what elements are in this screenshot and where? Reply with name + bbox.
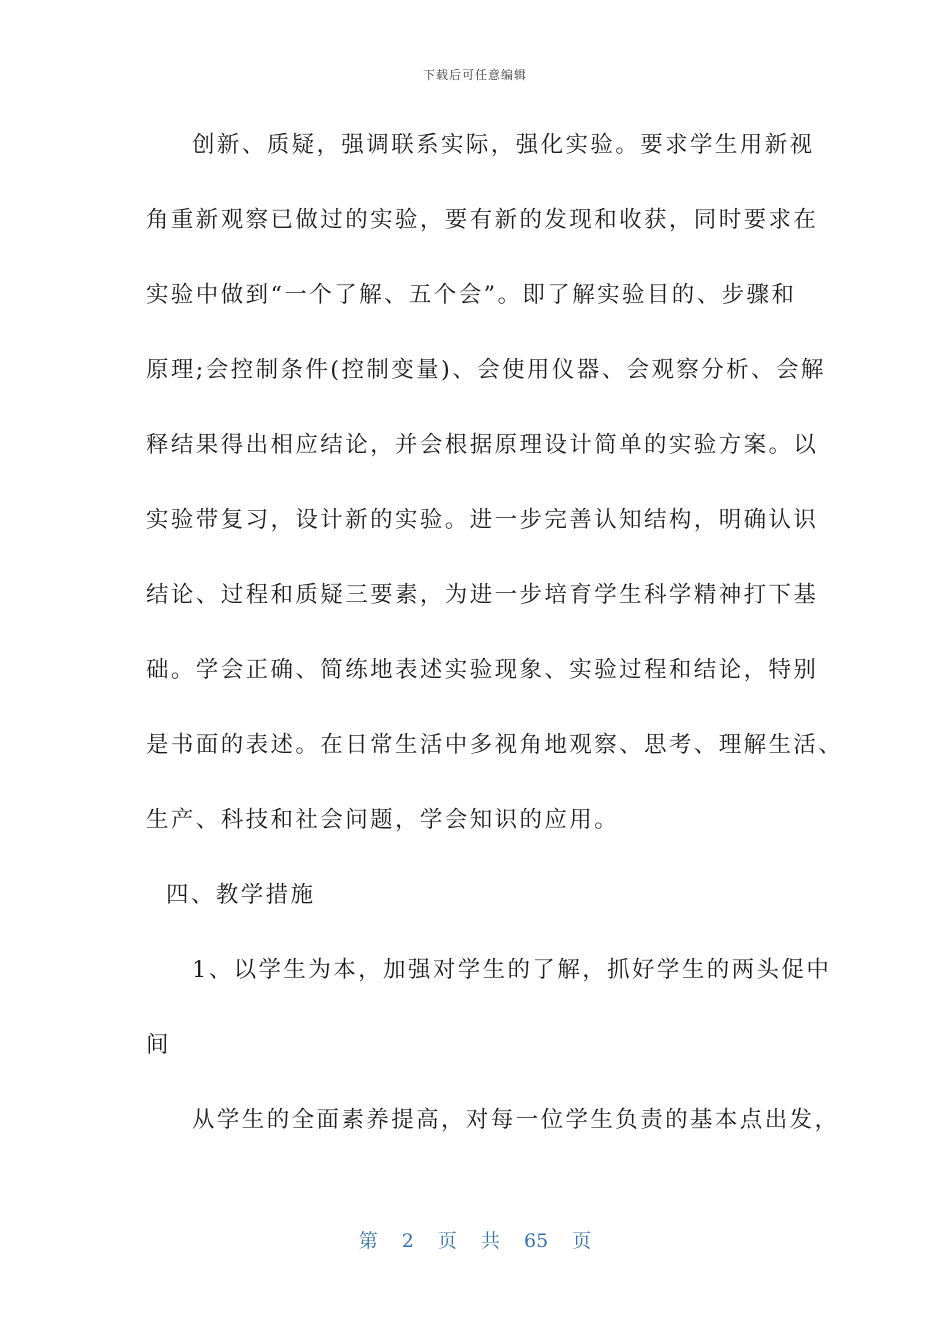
body-line-13: 间 <box>146 1032 171 1058</box>
body-line-9: 是书面的表述。在日常生活中多视角地观察、思考、理解生活、 <box>146 732 844 758</box>
body-line-6: 实验带复习，设计新的实验。进一步完善认知结构，明确认识 <box>146 507 819 533</box>
body-line-5: 释结果得出相应结论，并会根据原理设计简单的实验方案。以 <box>146 432 819 458</box>
section-heading: 四、教学措施 <box>166 882 316 908</box>
footer-label-prefix: 第 <box>358 1230 378 1252</box>
footer-label-mid1: 页 <box>437 1230 457 1252</box>
body-line-14: 从学生的全面素养提高，对每一位学生负责的基本点出发， <box>192 1107 840 1133</box>
footer-label-mid2: 共 <box>480 1230 500 1252</box>
body-line-12: 1、以学生为本，加强对学生的了解，抓好学生的两头促中 <box>192 957 832 983</box>
body-line-8: 础。学会正确、简练地表述实验现象、实验过程和结论，特别 <box>146 657 819 683</box>
body-line-4: 原理;会控制条件(控制变量)、会使用仪器、会观察分析、会解 <box>146 357 826 383</box>
footer-label-suffix: 页 <box>572 1230 592 1252</box>
body-line-2: 角重新观察已做过的实验，要有新的发现和收获，同时要求在 <box>146 207 819 233</box>
footer-total-pages: 65 <box>524 1230 549 1252</box>
page-footer <box>0 1226 950 1253</box>
body-line-7: 结论、过程和质疑三要素，为进一步培育学生科学精神打下基 <box>146 582 819 608</box>
body-line-1: 创新、质疑，强调联系实际，强化实验。要求学生用新视 <box>192 132 815 158</box>
header-note: 下载后可任意编辑 <box>422 68 527 82</box>
body-line-10: 生产、科技和社会问题，学会知识的应用。 <box>146 807 620 833</box>
footer-page-number: 2 <box>401 1230 414 1252</box>
body-line-3: 实验中做到“一个了解、五个会”。即了解实验目的、步骤和 <box>146 282 797 308</box>
